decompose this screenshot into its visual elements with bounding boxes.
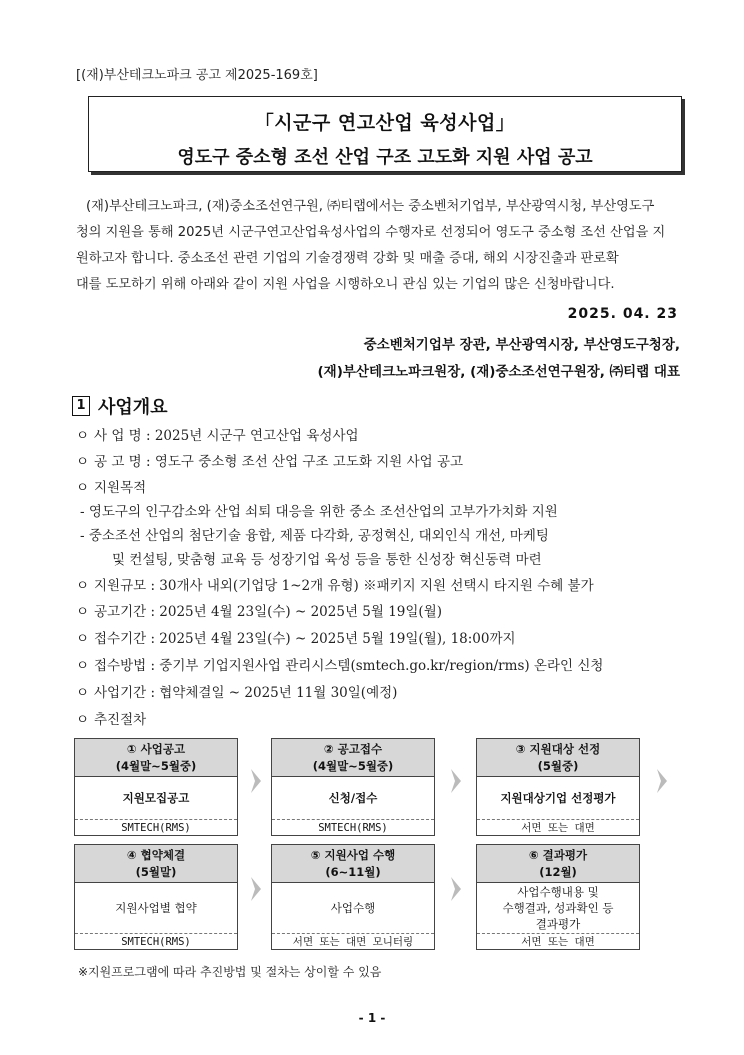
signatories-line-2: (재)부산테크노파크원장, (재)중소조선연구원장, ㈜티랩 대표 bbox=[317, 364, 680, 380]
bullet-icon: ㅇ bbox=[76, 658, 90, 674]
flow-step-5 bbox=[271, 844, 435, 950]
bullet-icon: ㅇ bbox=[76, 480, 90, 496]
section-title: 사업개요 bbox=[98, 397, 168, 418]
bullet-icon: ㅇ bbox=[76, 454, 90, 470]
step-period: (4월말~5월중) bbox=[312, 759, 394, 773]
chevron-right-icon bbox=[250, 768, 262, 794]
step-system: 서면 또는 대면 bbox=[477, 819, 639, 836]
chevron-right-icon bbox=[656, 768, 668, 794]
list-item bbox=[76, 654, 603, 674]
notice-number: [(재)부산테크노파크 공고 제2025-169호] bbox=[76, 68, 318, 83]
chevron-right-icon bbox=[450, 876, 462, 902]
bullet-icon: ㅇ bbox=[76, 712, 90, 728]
list-item bbox=[76, 681, 397, 701]
title-line-2: 영도구 중소형 조선 산업 구조 고도화 지원 사업 공고 bbox=[177, 147, 593, 168]
signatories-line-1: 중소벤처기업부 장관, 부산광역시장, 부산영도구청장, bbox=[363, 337, 680, 353]
flow-step-6 bbox=[476, 844, 640, 950]
intro-paragraph bbox=[76, 194, 680, 298]
step-system: SMTECH(RMS) bbox=[75, 819, 237, 836]
item-scale: 지원규모 : 30개사 내외(기업당 1~2개 유형) ※패키지 지원 선택시 타지원 수혜 불가 bbox=[94, 578, 594, 594]
step-period: (5월말) bbox=[135, 865, 177, 879]
title-box bbox=[88, 96, 682, 172]
item-period-notice: 공고기간 : 2025년 4월 23일(수) ~ 2025년 5월 19일(월) bbox=[94, 604, 442, 620]
item-procedure: 추진절차 bbox=[94, 712, 147, 728]
step-body-line: 수행결과, 성과확인 등 bbox=[502, 901, 614, 915]
step-body-line: 결과평가 bbox=[535, 917, 581, 931]
step-period: (5월중) bbox=[537, 759, 579, 773]
bullet-icon: ㅇ bbox=[76, 578, 90, 594]
step-body: 지원대상기업 선정평가 bbox=[500, 791, 616, 805]
step-body: 신청/접수 bbox=[328, 791, 378, 805]
step-body: 사업수행 bbox=[330, 901, 376, 915]
bullet-icon: ㅇ bbox=[76, 604, 90, 620]
list-item bbox=[76, 708, 146, 728]
list-item bbox=[76, 450, 463, 470]
step-title: ② 공고접수 bbox=[323, 742, 383, 756]
step-title: ④ 협약체결 bbox=[126, 848, 186, 862]
chevron-right-icon bbox=[250, 876, 262, 902]
step-system: 서면 또는 대면 모니터링 bbox=[272, 933, 434, 950]
intro-line: 청의 지원을 통해 2025년 시군구연고산업육성사업의 수행자로 선정되어 영도구 중소형 조선 산업을 지 bbox=[76, 225, 666, 240]
intro-line: 대를 도모하기 위해 아래와 같이 지원 사업을 시행하오니 관심 있는 기업의 많은 신청바랍니다. bbox=[76, 277, 615, 292]
bullet-icon: ㅇ bbox=[76, 631, 90, 647]
step-title: ① 사업공고 bbox=[126, 742, 186, 756]
item-notice: 공 고 명 : 영도구 중소형 조선 산업 구조 고도화 지원 사업 공고 bbox=[94, 454, 464, 470]
step-body-line: 사업수행내용 및 bbox=[517, 885, 599, 899]
purpose-sub-2b: 및 컨설팅, 맞춤형 교육 등 성장기업 육성 등을 통한 신성장 혁신동력 마련 bbox=[112, 552, 542, 568]
section-number: 1 bbox=[72, 396, 90, 416]
item-period-project: 사업기간 : 협약체결일 ~ 2025년 11월 30일(예정) bbox=[94, 685, 398, 701]
flow-step-2 bbox=[271, 738, 435, 836]
step-body: 지원사업별 협약 bbox=[115, 901, 197, 915]
procedure-flow bbox=[74, 738, 684, 953]
step-system: 서면 또는 대면 bbox=[477, 933, 639, 950]
item-period-receipt: 접수기간 : 2025년 4월 23일(수) ~ 2025년 5월 19일(월), 18:00까지 bbox=[94, 631, 516, 647]
step-period: (4월말~5월중) bbox=[115, 759, 197, 773]
item-method: 접수방법 : 중기부 기업지원사업 관리시스템(smtech.go.kr/region/rms) 온라인 신청 bbox=[94, 658, 604, 674]
page-number: - 1 - bbox=[358, 1011, 386, 1025]
intro-line: 원하고자 합니다. 중소조선 관련 기업의 기술경쟁력 강화 및 매출 증대, 해외 시장진출과 판로확 bbox=[76, 251, 619, 266]
step-body bbox=[477, 883, 639, 933]
footnote: ※지원프로그램에 따라 추진방법 및 절차는 상이할 수 있음 bbox=[78, 965, 382, 979]
step-title: ③ 지원대상 선정 bbox=[515, 742, 601, 756]
step-period: (12월) bbox=[539, 865, 577, 879]
purpose-sub-1: - 영도구의 인구감소와 산업 쇠퇴 대응을 위한 중소 조선산업의 고부가가치화 지원 bbox=[80, 504, 558, 520]
bullet-icon: ㅇ bbox=[76, 428, 90, 444]
list-item bbox=[76, 476, 146, 496]
chevron-right-icon bbox=[450, 768, 462, 794]
flow-step-4 bbox=[74, 844, 238, 950]
list-item bbox=[76, 424, 359, 444]
item-purpose: 지원목적 bbox=[94, 480, 147, 496]
list-item bbox=[76, 574, 594, 594]
step-title: ⑤ 지원사업 수행 bbox=[310, 848, 396, 862]
step-system: SMTECH(RMS) bbox=[272, 819, 434, 836]
section-heading bbox=[72, 393, 168, 419]
step-system: SMTECH(RMS) bbox=[75, 933, 237, 950]
step-body: 지원모집공고 bbox=[122, 791, 190, 805]
step-title: ⑥ 결과평가 bbox=[528, 848, 588, 862]
bullet-icon: ㅇ bbox=[76, 685, 90, 701]
title-line-1: 「시군구 연고산업 육성사업」 bbox=[254, 112, 516, 134]
flow-step-3 bbox=[476, 738, 640, 836]
item-name: 사 업 명 : 2025년 시군구 연고산업 육성사업 bbox=[94, 428, 359, 444]
flow-step-1 bbox=[74, 738, 238, 836]
list-item bbox=[76, 627, 516, 647]
notice-date: 2025. 04. 23 bbox=[567, 306, 678, 322]
purpose-sub-2a: - 중소조선 산업의 첨단기술 융합, 제품 다각화, 공정혁신, 대외인식 개선, 마케팅 bbox=[80, 528, 549, 544]
intro-line: (재)부산테크노파크, (재)중소조선연구원, ㈜티랩에서는 중소벤처기업부, 부산광역시청, 부산영도구 bbox=[86, 199, 655, 214]
list-item bbox=[76, 600, 442, 620]
step-period: (6~11월) bbox=[325, 865, 381, 879]
